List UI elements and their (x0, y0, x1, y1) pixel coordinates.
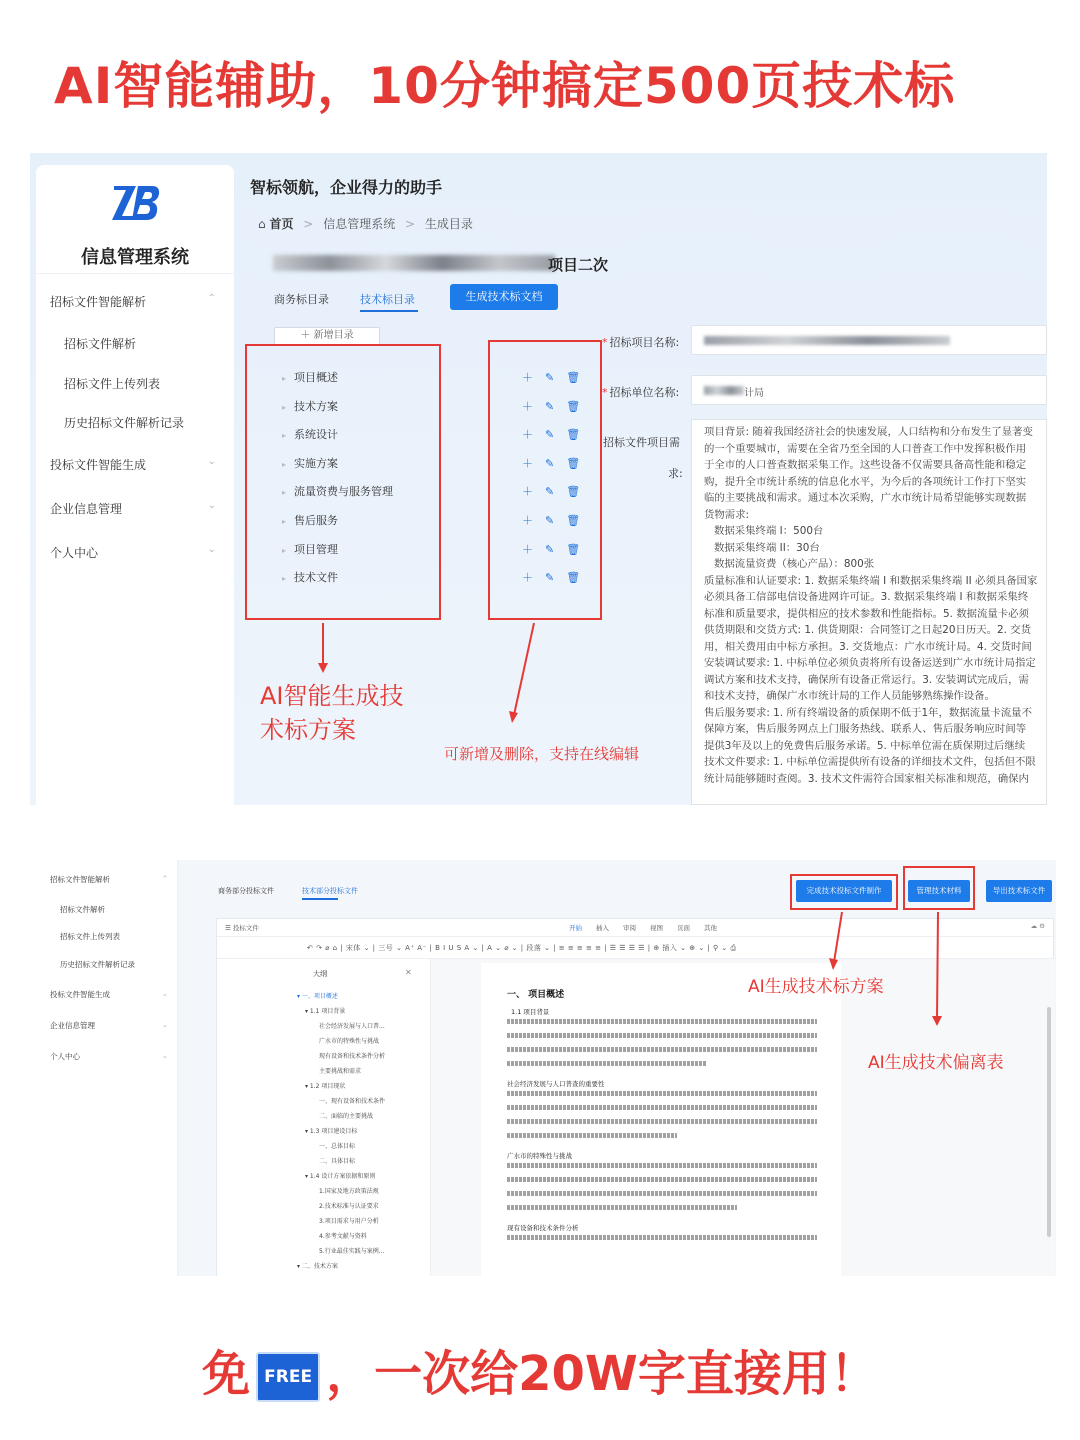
requirement-text-line: 提供3年及以上的免费售后服务承诺。5. 中标单位需在质保期过后继续 (704, 739, 1026, 752)
requirement-text-line: 数据采集终端 I：500台 (714, 525, 824, 537)
requirement-text-line: 安装调试要求: 1. 中标单位必须负责将所有设备运送到广水市统计局指定 (704, 657, 1036, 669)
breadcrumb-sep: > (405, 217, 416, 231)
outline-item[interactable]: 一、总体目标 (319, 1143, 356, 1150)
doc-heading: 一、 项目概述 (507, 990, 565, 1000)
chevron-up-icon: ⌃ (161, 874, 168, 883)
submenu-history[interactable]: 历史招标文件解析记录 (64, 416, 185, 430)
menu-label: 投标文件智能生成 (50, 458, 147, 472)
delete-icon[interactable]: 🗑 (566, 514, 581, 527)
redacted-value (704, 336, 950, 345)
editor-menu-item[interactable]: 其他 (704, 924, 717, 932)
directory-actions (522, 369, 592, 385)
delete-icon[interactable]: 🗑 (566, 571, 581, 585)
menu-personal-center[interactable]: 个人中心 ⌄ (50, 1051, 168, 1061)
doc-subheading: 现有设备和技术条件分析 (507, 1224, 579, 1232)
finish-tech-bid-button[interactable]: 完成技术投标文件制作 (796, 880, 892, 902)
outline-panel (217, 959, 431, 1276)
requirement-text-line: 保障方案，售后服务网点上门服务热线、联系人、售后服务响应时间等 (704, 723, 1027, 735)
directory-item-label: 项目管理 (294, 542, 339, 556)
directory-item-label: 项目概述 (294, 371, 339, 384)
document-area (431, 959, 1055, 1276)
directory-actions (522, 398, 592, 414)
caret-right-icon[interactable]: ▸ (282, 574, 287, 584)
tab-business-directory[interactable]: 商务标目录 (274, 293, 329, 306)
menu-label: 个人中心 (50, 546, 99, 560)
breadcrumb-sep: > (303, 217, 314, 231)
directory-item-label: 技术方案 (294, 399, 339, 413)
requirement-text-line: 供货期限和交货方式: 1. 供货期限：合同签订之日起20日历天。2. 交货 (704, 624, 1032, 636)
edit-icon[interactable]: ✎ (545, 456, 555, 470)
doc-subheading: 1.1 项目背景 (511, 1008, 550, 1016)
edit-icon[interactable]: ✎ (545, 371, 555, 384)
outline-item[interactable]: 3.项目需求与用户分析 (319, 1218, 379, 1225)
directory-item-label: 系统设计 (294, 428, 339, 442)
directory-actions (522, 455, 592, 471)
requirement-text-line: 项目背景: 随着我国经济社会的快速发展，人口结构和分布发生了显著变 (704, 426, 1033, 438)
edit-icon[interactable]: ✎ (545, 399, 555, 413)
zb-logo-icon (112, 183, 160, 223)
doc-text-line (507, 1091, 817, 1096)
delete-icon[interactable]: 🗑 (566, 485, 581, 499)
doc-text-line (507, 1105, 817, 1110)
outline-item[interactable]: ▾ 1.2 项目现状 (305, 1083, 346, 1090)
requirement-text-line: 和技术支持，确保广水市统计局的工作人员能够熟练操作设备。 (704, 690, 995, 702)
requirement-text-line: 技术文件要求: 1. 中标单位需提供所有设备的详细技术文件，包括但不限 (704, 756, 1036, 768)
directory-actions (522, 483, 592, 499)
editor-menu-item[interactable]: 插入 (596, 924, 609, 932)
project-name-label: * 招标项目名称: (602, 336, 680, 349)
system-name: 信息管理系统 (81, 247, 189, 268)
outline-item[interactable]: 二、具体目标 (319, 1158, 356, 1165)
required-mark: * (602, 386, 608, 399)
edit-icon[interactable]: ✎ (545, 571, 555, 585)
chevron-down-icon: ⌄ (161, 989, 168, 998)
menu-label: 企业信息管理 (50, 502, 123, 516)
outline-item[interactable]: 1.国家及地方政策法规 (319, 1188, 379, 1195)
main-area (178, 860, 1056, 1276)
editor-menu-item[interactable]: 审阅 (623, 924, 636, 932)
doc-text-line (507, 1191, 817, 1196)
redacted-project-name (273, 255, 555, 271)
outline-item[interactable]: 4.参考文献与资料 (319, 1233, 367, 1240)
editor-menu-item[interactable]: 视图 (650, 924, 663, 932)
project-title: 项目二次 (548, 256, 609, 274)
menu-bid-generate[interactable] (50, 456, 220, 473)
sidebar (44, 860, 178, 1276)
outline-item[interactable]: ▾ 1.4 设计方案依据和原则 (305, 1173, 376, 1180)
menu-personal-center[interactable] (50, 544, 220, 561)
annotation-ai-deviation-table: AI生成技术偏离表 (868, 1053, 1004, 1073)
add-icon[interactable]: ＋ (522, 485, 533, 499)
project-name-input[interactable] (691, 325, 1047, 355)
requirement-label: 招标文件项目需 (603, 436, 680, 449)
tab-business-bid[interactable]: 商务部分投标文件 (218, 887, 274, 895)
chevron-down-icon: ⌄ (207, 456, 216, 467)
redacted-value (704, 386, 744, 395)
outline-item[interactable]: ▾ 1.1 项目背景 (305, 1008, 346, 1015)
directory-item-label: 售后服务 (294, 514, 339, 527)
chevron-down-icon: ⌄ (161, 1051, 168, 1060)
outline-item[interactable]: 一、现有设备和技术条件 (319, 1098, 386, 1105)
editor-menu-item[interactable]: 开始 (569, 924, 582, 932)
requirement-text-line: 的一个重要城市，需要在全省乃至全国的人口普查工作中发挥积极作用 (704, 442, 1027, 455)
outline-item[interactable]: 5.行业最佳实践与案例... (319, 1248, 385, 1255)
page-title: 智标领航，企业得力的助手 (250, 178, 443, 197)
sidebar (36, 165, 234, 805)
caret-right-icon[interactable]: ▸ (282, 402, 287, 412)
outline-item[interactable]: 2.技术标准与认证要求 (319, 1203, 379, 1210)
scrollbar[interactable] (1047, 1007, 1051, 1237)
delete-icon[interactable]: 🗑 (566, 456, 581, 470)
breadcrumb-current: 生成目录 (424, 217, 473, 231)
doc-text-line (507, 1119, 817, 1124)
add-icon[interactable]: ＋ (522, 542, 533, 556)
unit-name-input[interactable] (691, 375, 1047, 405)
requirement-text-line: 统计局能够随时查阅。3. 技术文件需符合国家相关标准和规范，确保内 (704, 772, 1029, 785)
doc-text-line (507, 1163, 817, 1168)
delete-icon[interactable]: 🗑 (566, 399, 581, 413)
arrow-down-icon (930, 912, 946, 1030)
outline-item[interactable]: 二、面临的主要挑战 (319, 1113, 374, 1120)
add-directory-button[interactable]: ＋ 新增目录 (274, 327, 380, 345)
requirement-text-line: 调试方案和技术支持，确保所有设备正常运行。3. 安装调试完成后，需 (704, 673, 1029, 686)
footer-slogan (0, 1335, 1080, 1404)
delete-icon[interactable]: 🗑 (566, 542, 581, 556)
footer-left: 免 (202, 1346, 251, 1402)
menu-label: 招标文件智能解析 (50, 295, 147, 309)
requirement-text-line: 标准和质量要求，提供相应的技术参数和性能指标。5. 数据流量卡必须 (704, 607, 1029, 620)
submenu-upload-list[interactable]: 招标文件上传列表 (60, 932, 120, 941)
editor-file-label[interactable]: ☰ 投标文件 (225, 924, 259, 932)
chevron-down-icon: ⌄ (161, 1020, 168, 1029)
highlight-manage-box (903, 866, 975, 910)
doc-subheading: 广水市的特殊性与挑战 (507, 1152, 572, 1160)
chevron-down-icon: ⌄ (207, 544, 216, 555)
manage-tech-material-button[interactable]: 管理技术材料 (908, 880, 970, 902)
caret-right-icon[interactable]: ▸ (282, 545, 287, 555)
annotation-ai-generate: AI智能生成技术标方案 (260, 682, 404, 744)
add-icon[interactable]: ＋ (522, 399, 533, 413)
document-editor (216, 918, 1054, 1276)
directory-item[interactable] (282, 569, 338, 585)
directory-item-label: 流量资费与服务管理 (294, 485, 394, 499)
breadcrumb (258, 215, 473, 232)
edit-icon[interactable]: ✎ (545, 542, 555, 556)
arrow-down-icon (828, 912, 848, 972)
highlight-finish-box (790, 874, 898, 910)
unit-name-label: * 招标单位名称: (602, 386, 680, 399)
directory-actions (522, 541, 592, 557)
home-icon[interactable]: ⌂ (258, 217, 266, 231)
doc-text-line (507, 1205, 737, 1210)
menu-company-info[interactable]: 企业信息管理 ⌄ (50, 1020, 168, 1030)
outline-item[interactable]: 广水市的特殊性与挑战 (319, 1038, 380, 1045)
menu-company-info[interactable] (50, 500, 220, 517)
free-badge: FREE (256, 1352, 320, 1402)
directory-item[interactable] (282, 512, 338, 528)
add-icon[interactable]: ＋ (522, 571, 533, 585)
edit-icon[interactable]: ✎ (545, 514, 555, 527)
requirement-label-cont: 求: (668, 467, 683, 480)
outline-item[interactable]: ▾ 1.3 项目建设目标 (305, 1128, 358, 1135)
annotation-add-delete: 可新增及删除，支持在线编辑 (444, 745, 640, 763)
outline-item[interactable]: ▾ 二、技术方案 (297, 1263, 338, 1270)
active-tab-indicator (360, 310, 418, 312)
requirement-text-line: 货物需求: (704, 508, 750, 521)
chevron-down-icon: ⌄ (207, 500, 216, 511)
doc-text-line (507, 1033, 817, 1038)
submenu-bid-parse[interactable]: 招标文件解析 (64, 337, 137, 351)
toolbar-buttons[interactable]: ↶ ↷ ⌀ ⌂ | 宋体 ⌄ | 三号 ⌄ A⁺ A⁻ | B I U S A ⌄ | A ⌄ ⌀ ⌄ | 段落 ⌄ | ≡ ≡ ≡ ≡ ≡ | ☰ ☰ ☰ ☰ | ⊕ 插入 ⌄ ⊕ ⌄ | ⚲ ⌄ ⎙ (307, 944, 737, 952)
tab-tech-bid[interactable]: 技术部分投标文件 (302, 887, 358, 895)
outline-item[interactable]: ▾ 一、项目概述 (297, 993, 338, 1000)
requirement-text-line: 数据流量资费（核心产品）：800张 (714, 558, 875, 570)
add-icon[interactable]: ＋ (522, 514, 533, 527)
directory-actions (522, 426, 592, 442)
directory-item[interactable] (282, 483, 393, 499)
outline-item[interactable]: 主要挑战和需求 (319, 1068, 362, 1075)
menu-bid-generate[interactable]: 投标文件智能生成 ⌄ (50, 989, 168, 999)
doc-text-line (507, 1177, 817, 1182)
requirement-text-line: 临的主要挑战和需求。通过本次采购，广水市统计局希望能够实现数据 (704, 492, 1027, 504)
export-tech-bid-button[interactable]: 导出技术标文件 (986, 880, 1052, 902)
delete-icon[interactable]: 🗑 (566, 428, 581, 442)
screenshot-editor (44, 860, 1056, 1276)
caret-right-icon[interactable]: ▸ (282, 431, 287, 441)
directory-item[interactable] (282, 369, 338, 385)
active-tab-indicator (302, 898, 338, 900)
requirement-text-line: 于全市的人口普查数据采集工作。这些设备不仅需要具备高性能和稳定 (704, 459, 1027, 471)
directory-item-label: 技术文件 (294, 571, 339, 585)
chevron-up-icon: ⌃ (207, 293, 216, 304)
annotation-ai-plan: AI生成技术标方案 (748, 977, 884, 997)
directory-item[interactable] (282, 541, 338, 557)
doc-text-line (507, 1235, 817, 1240)
edit-icon[interactable]: ✎ (545, 485, 555, 499)
directory-actions (522, 569, 592, 585)
doc-text-line (507, 1133, 677, 1138)
directory-actions (522, 512, 592, 528)
doc-subheading: 社会经济发展与人口普查的重要性 (507, 1080, 605, 1088)
outline-title: 大纲 (313, 970, 327, 978)
highlight-directory-box (245, 344, 441, 620)
footer-right: ，一次给20W字直接用！ (326, 1346, 878, 1402)
add-icon[interactable]: ＋ (522, 371, 533, 384)
arrow-down-icon (508, 623, 538, 727)
requirement-textarea[interactable] (691, 419, 1047, 805)
edit-icon[interactable]: ✎ (545, 428, 555, 442)
editor-menu-item[interactable]: 页面 (677, 924, 690, 932)
submenu-upload-list[interactable]: 招标文件上传列表 (64, 377, 161, 391)
requirement-text-line: 用，相关费用由中标方承担。3. 交货地点：广水市统计局。4. 交货时间 (704, 640, 1032, 653)
submenu-bid-parse[interactable]: 招标文件解析 (60, 905, 105, 914)
add-icon[interactable]: ＋ (522, 428, 533, 442)
requirement-text-line: 购，提升全市统计系统的信息化水平，为今后的各项统计工作打下坚实 (704, 475, 1027, 488)
delete-icon[interactable]: 🗑 (566, 371, 581, 384)
arrow-down-icon (315, 623, 331, 675)
outline-item[interactable]: 现有设备和技术条件分析 (319, 1053, 386, 1060)
close-icon[interactable]: ✕ (405, 968, 412, 977)
doc-text-line (507, 1061, 707, 1066)
doc-text-line (507, 1047, 817, 1052)
add-icon[interactable]: ＋ (522, 456, 533, 470)
caret-right-icon[interactable]: ▸ (282, 517, 287, 526)
breadcrumb-system[interactable]: 信息管理系统 (323, 217, 396, 231)
divider (36, 273, 234, 274)
requirement-text-line: 必须具备工信部电信设备进网许可证。3. 数据采集终端 I 和数据采集终 (704, 591, 1029, 603)
caret-right-icon[interactable]: ▸ (282, 374, 287, 383)
directory-item[interactable] (282, 455, 338, 471)
requirement-text-line: 数据采集终端 II：30台 (714, 541, 820, 554)
menu-bid-parse[interactable]: 招标文件智能解析 ⌃ (50, 874, 168, 884)
directory-item[interactable] (282, 398, 338, 414)
requirement-text-line: 质量标准和认证要求: 1. 数据采集终端 I 和数据采集终端 II 必须具备国家 (704, 574, 1038, 587)
requirement-text-line: 售后服务要求: 1. 所有终端设备的质保期不低于1年，数据流量卡流量不 (704, 706, 1032, 719)
headline: AI智能辅助，10分钟搞定500页技术标 (54, 57, 956, 115)
caret-right-icon[interactable]: ▸ (282, 488, 287, 498)
doc-text-line (507, 1019, 817, 1024)
submenu-history[interactable]: 历史招标文件解析记录 (60, 960, 135, 969)
directory-item-label: 实施方案 (294, 456, 339, 470)
screenshot-generate-directory (30, 153, 1047, 805)
unit-name-suffix: 计局 (744, 388, 764, 399)
document-page[interactable] (481, 963, 841, 1276)
caret-right-icon[interactable]: ▸ (282, 459, 287, 469)
directory-item[interactable] (282, 426, 338, 442)
menu-bid-parse[interactable] (50, 293, 220, 310)
tab-tech-directory[interactable]: 技术标目录 (360, 293, 415, 306)
breadcrumb-home[interactable]: 首页 (269, 217, 294, 231)
required-mark: * (602, 336, 608, 349)
outline-item[interactable]: 社会经济发展与人口普... (319, 1023, 385, 1030)
generate-tech-doc-button[interactable]: 生成技术标文档 (450, 284, 558, 310)
cloud-icon[interactable]: ☁ ⚙ (1030, 922, 1045, 930)
